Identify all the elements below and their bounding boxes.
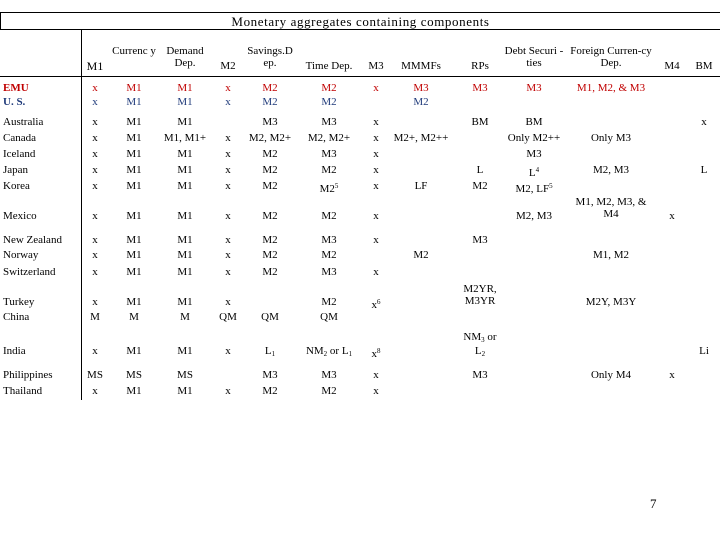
- cell: M2: [262, 164, 278, 176]
- cell: x: [701, 116, 707, 128]
- cell: M1: [126, 266, 142, 278]
- table-title: Monetary aggregates containing components: [0, 12, 720, 30]
- cell: M1: [177, 180, 193, 192]
- cell: Only M3: [590, 132, 632, 144]
- footnote-marker: 6: [377, 298, 381, 306]
- cell: M2: [321, 385, 337, 397]
- cell: [362, 345, 390, 360]
- cell-text: L: [264, 345, 272, 357]
- cell: M: [90, 311, 100, 323]
- cell: x: [225, 296, 231, 308]
- cell: M1: [177, 82, 193, 94]
- cell: x: [225, 132, 231, 144]
- cell: M2: [321, 82, 337, 94]
- row-label-japan: Japan: [3, 164, 29, 176]
- subscript: 1: [348, 350, 353, 358]
- cell: M2Y, M3Y: [585, 296, 637, 308]
- cell: M1: [177, 116, 193, 128]
- subscript: 2: [481, 350, 486, 358]
- cell: M2: [262, 82, 278, 94]
- row-label-china: China: [3, 311, 30, 323]
- cell: [299, 180, 359, 195]
- header-mmmfs: MMMFs: [401, 60, 441, 72]
- cell: M1: [177, 296, 193, 308]
- cell: M1: [177, 96, 193, 108]
- cell: x: [92, 210, 98, 222]
- cell: x: [373, 266, 379, 278]
- cell: x: [373, 132, 379, 144]
- row-label-australia: Australia: [3, 116, 44, 128]
- cell: [452, 345, 508, 360]
- cell: M2, M3: [592, 164, 630, 176]
- cell: M2: [321, 164, 337, 176]
- header-savings-dep: Savings.D ep.: [247, 45, 293, 69]
- cell: x: [92, 132, 98, 144]
- cell: QM: [261, 311, 279, 323]
- cell: x: [373, 180, 379, 192]
- cell: M2: [321, 296, 337, 308]
- cell: M1: [126, 234, 142, 246]
- cell: LF: [414, 180, 428, 192]
- cell-text: x: [371, 348, 377, 360]
- cell: M2: [262, 234, 278, 246]
- cell: M2, M2+: [307, 132, 351, 144]
- cell: x: [373, 82, 379, 94]
- cell: x: [92, 164, 98, 176]
- cell: M2: [472, 180, 488, 192]
- cell: x: [373, 234, 379, 246]
- header-debt-securities: Debt Securi -ties: [504, 45, 564, 69]
- row-label-mexico: Mexico: [3, 210, 37, 222]
- cell: M3: [262, 116, 278, 128]
- cell: M3: [321, 148, 337, 160]
- subscript: 2: [323, 350, 328, 358]
- cell: M1: [177, 148, 193, 160]
- row-label-philippines: Philippines: [3, 369, 53, 381]
- row-label-turkey: Turkey: [3, 296, 35, 308]
- header-m3: M3: [368, 60, 384, 72]
- footnote-marker: 4: [535, 166, 540, 174]
- cell: M1: [126, 385, 142, 397]
- cell: L: [700, 164, 708, 176]
- cell: Only M2++: [507, 132, 561, 144]
- cell: x: [92, 345, 98, 357]
- cell: x: [373, 210, 379, 222]
- cell: M2: [262, 385, 278, 397]
- footnote-marker: 8: [377, 347, 381, 355]
- cell: M1: [177, 164, 193, 176]
- cell: x: [92, 234, 98, 246]
- cell: M1: [177, 234, 193, 246]
- cell: M1: [126, 116, 142, 128]
- header-time-dep: Time Dep.: [305, 60, 353, 72]
- cell-text: NM: [305, 345, 324, 357]
- cell: x: [669, 210, 675, 222]
- header-m1: M1: [86, 59, 104, 73]
- cell: M: [129, 311, 139, 323]
- cell: M2, M2+: [248, 132, 292, 144]
- cell: x: [225, 148, 231, 160]
- cell: M2: [262, 210, 278, 222]
- cell: x: [373, 148, 379, 160]
- footnote-marker: 5: [334, 182, 339, 190]
- cell: x: [373, 385, 379, 397]
- cell: x: [92, 82, 98, 94]
- cell: M1: [126, 82, 142, 94]
- cell: M: [180, 311, 190, 323]
- header-rps: RPs: [471, 60, 489, 72]
- cell: M2: [413, 96, 429, 108]
- cell: L: [476, 164, 484, 176]
- cell: M2: [321, 210, 337, 222]
- row-label-switzerland: Switzerland: [3, 266, 56, 278]
- cell: M2: [262, 266, 278, 278]
- cell: BM: [471, 116, 489, 128]
- cell: x: [225, 210, 231, 222]
- cell-text: or L: [327, 345, 349, 357]
- cell: x: [225, 249, 231, 261]
- cell-text: M2: [319, 183, 335, 195]
- header-m2: M2: [220, 60, 236, 72]
- header-bm: BM: [695, 60, 713, 72]
- cell: x: [373, 116, 379, 128]
- cell: x: [92, 296, 98, 308]
- cell: M1: [126, 96, 142, 108]
- row-label-emu: EMU: [3, 82, 29, 94]
- cell-text: M2, LF: [515, 183, 550, 195]
- cell: Li: [699, 345, 709, 357]
- cell: M1: [177, 266, 193, 278]
- cell: M1, M2, M3, & M4: [575, 196, 647, 220]
- cell: M2YR, M3YR: [463, 283, 497, 307]
- cell: M2: [262, 96, 278, 108]
- cell: [504, 164, 564, 179]
- row-label-thailand: Thailand: [3, 385, 43, 397]
- cell: M2, M3: [515, 210, 553, 222]
- cell: M1: [126, 148, 142, 160]
- header-divider: [0, 76, 720, 77]
- cell: M1: [126, 345, 142, 357]
- cell: x: [225, 96, 231, 108]
- cell: M1: [126, 132, 142, 144]
- cell: BM: [525, 116, 543, 128]
- cell-text: x: [371, 299, 377, 311]
- cell-text: L: [528, 167, 536, 179]
- cell: M1: [126, 164, 142, 176]
- cell: [296, 345, 362, 360]
- cell: M2: [321, 249, 337, 261]
- cell: QM: [219, 311, 237, 323]
- cell-text: NM: [463, 331, 482, 343]
- cell-text: L: [474, 345, 482, 357]
- row-label-norway: Norway: [3, 249, 39, 261]
- cell: M2: [262, 249, 278, 261]
- cell: M2: [321, 96, 337, 108]
- footnote-marker: 5: [549, 182, 553, 190]
- header-demand-dep: Demand Dep.: [166, 45, 204, 69]
- row-label-korea: Korea: [3, 180, 30, 192]
- cell: M3: [321, 234, 337, 246]
- cell: x: [225, 385, 231, 397]
- row-label-us: U. S.: [3, 96, 26, 108]
- cell: M3: [413, 82, 429, 94]
- cell: x: [225, 234, 231, 246]
- cell: MS: [177, 369, 193, 381]
- cell: M3: [526, 82, 542, 94]
- subscript: 3: [481, 336, 485, 344]
- cell: x: [92, 385, 98, 397]
- cell: M3: [321, 369, 337, 381]
- cell: x: [92, 249, 98, 261]
- cell: x: [669, 369, 675, 381]
- cell: M3: [321, 266, 337, 278]
- cell: [452, 331, 508, 346]
- cell: x: [373, 164, 379, 176]
- cell: [246, 345, 294, 360]
- page-number: 7: [650, 496, 657, 511]
- cell: M1: [126, 249, 142, 261]
- cell: M1: [177, 210, 193, 222]
- cell: x: [225, 82, 231, 94]
- cell: M3: [472, 369, 488, 381]
- cell: M1: [177, 385, 193, 397]
- header-currency: Currenc y: [112, 45, 156, 57]
- cell: Only M4: [590, 369, 632, 381]
- cell: M3: [472, 82, 488, 94]
- cell-text: or: [484, 331, 497, 343]
- header-foreign-currency-dep: Foreign Curren-cy Dep.: [570, 45, 652, 69]
- cell: x: [225, 164, 231, 176]
- cell: x: [92, 148, 98, 160]
- cell: M2: [413, 249, 429, 261]
- cell: M1: [126, 296, 142, 308]
- cell: M1: [177, 249, 193, 261]
- cell: QM: [320, 311, 338, 323]
- row-label-iceland: Iceland: [3, 148, 36, 160]
- cell: x: [225, 266, 231, 278]
- cell: x: [92, 266, 98, 278]
- cell: MS: [87, 369, 103, 381]
- cell: x: [92, 180, 98, 192]
- cell: x: [225, 345, 231, 357]
- row-label-new-zealand: New Zealand: [3, 234, 62, 246]
- cell: x: [225, 180, 231, 192]
- cell: MS: [126, 369, 142, 381]
- cell: M1, M2: [592, 249, 630, 261]
- cell: M3: [526, 148, 542, 160]
- cell: x: [92, 116, 98, 128]
- cell: [504, 180, 564, 195]
- cell: M1: [126, 210, 142, 222]
- cell: M1, M1+: [163, 132, 207, 144]
- row-label-india: India: [3, 345, 26, 357]
- cell: x: [373, 369, 379, 381]
- cell: M1: [126, 180, 142, 192]
- cell: M2: [262, 148, 278, 160]
- cell: M1, M2, & M3: [576, 82, 646, 94]
- subscript: 1: [271, 350, 276, 358]
- cell: M3: [472, 234, 488, 246]
- cell: M3: [262, 369, 278, 381]
- cell: M3: [321, 116, 337, 128]
- cell: x: [92, 96, 98, 108]
- header-m4: M4: [664, 60, 680, 72]
- row-label-canada: Canada: [3, 132, 36, 144]
- cell: M2: [262, 180, 278, 192]
- cell: M1: [177, 345, 193, 357]
- cell: [362, 296, 390, 311]
- cell: M2+, M2++: [393, 132, 449, 144]
